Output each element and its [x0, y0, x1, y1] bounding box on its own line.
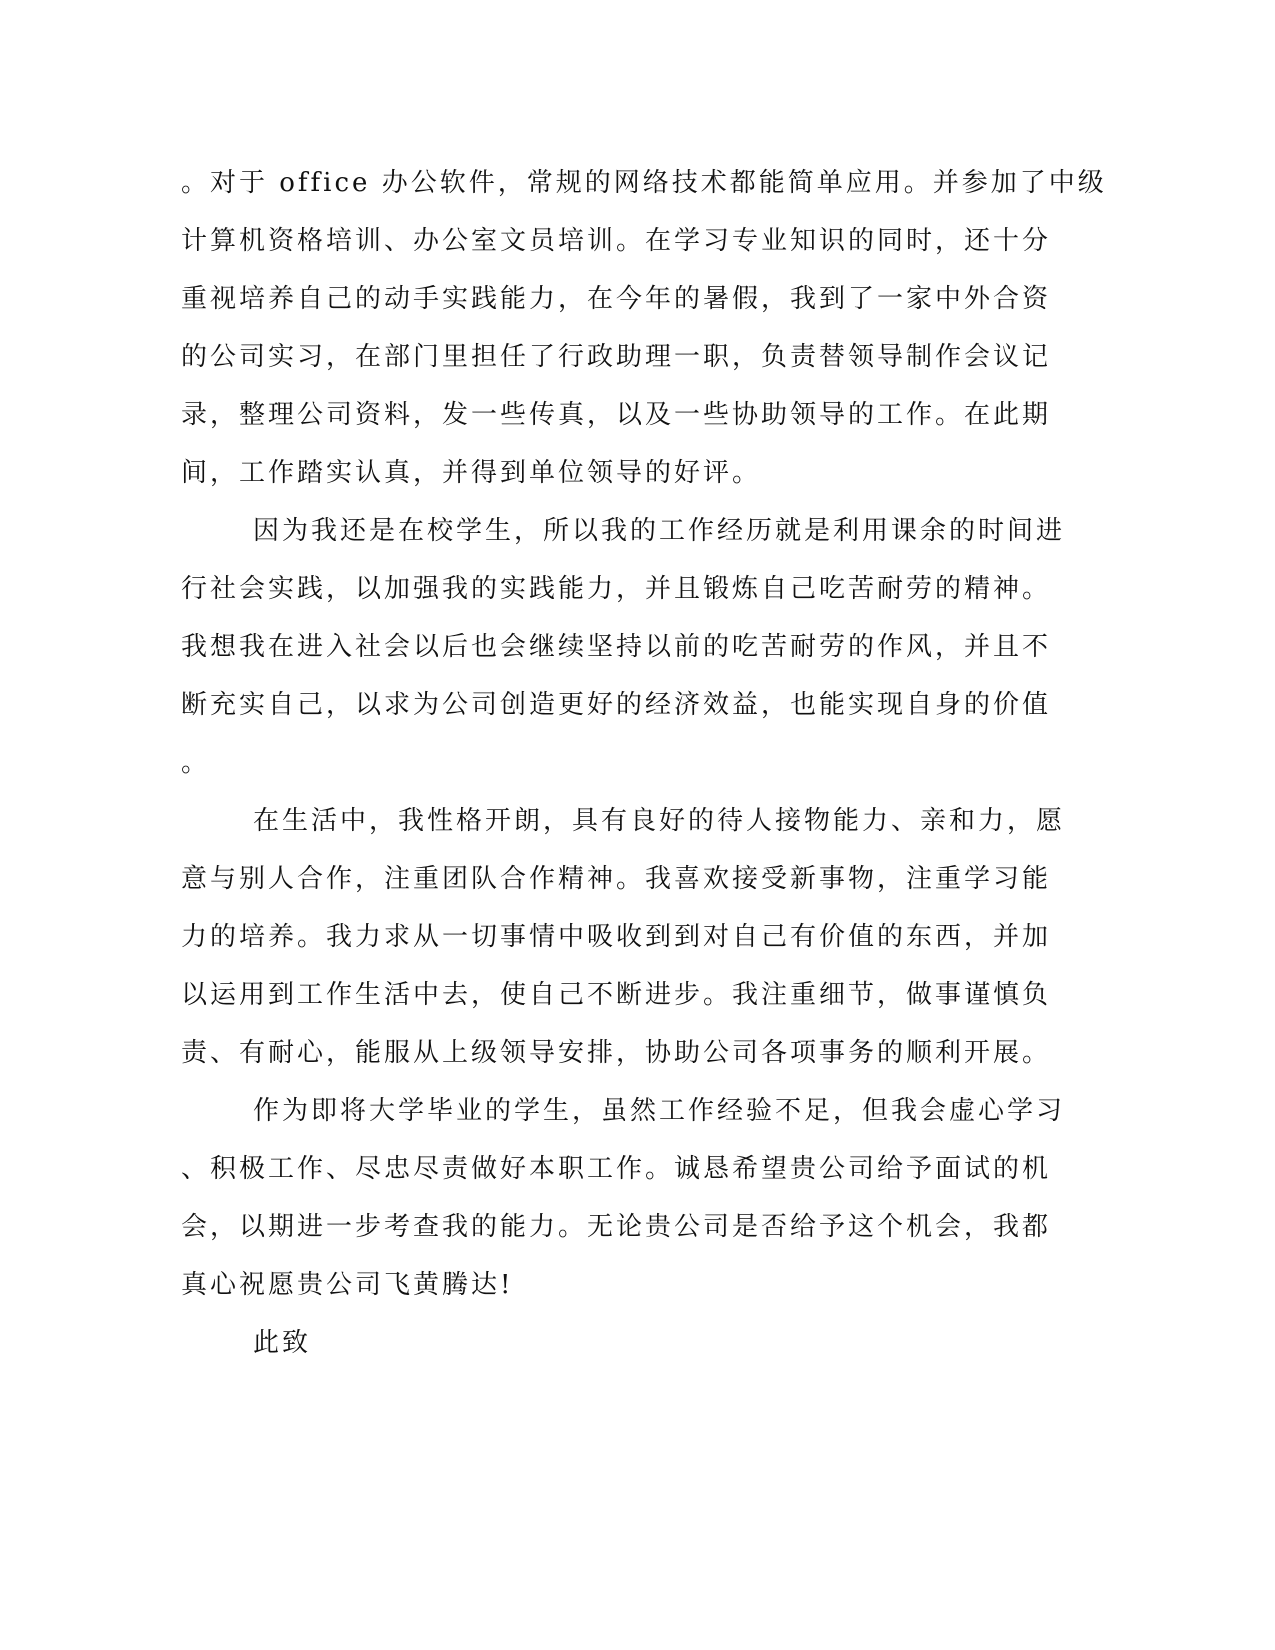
- text-line: 。: [181, 748, 211, 778]
- text-line: 的公司实习，在部门里担任了行政助理一职，负责替领导制作会议记: [181, 342, 1052, 372]
- text-line: 。对于 office 办公软件，常规的网络技术都能简单应用。并参加了中级: [181, 168, 1107, 198]
- paragraph-personality: [181, 792, 1066, 1082]
- text-line: 以运用到工作生活中去，使自己不断进步。我注重细节，做事谨慎负: [181, 980, 1052, 1010]
- text-line: 意与别人合作，注重团队合作精神。我喜欢接受新事物，注重学习能: [181, 864, 1052, 894]
- text-line: 责、有耐心，能服从上级领导安排，协助公司各项事务的顺利开展。: [181, 1038, 1052, 1068]
- paragraph-skills: [181, 154, 1107, 502]
- text-line: 我想我在进入社会以后也会继续坚持以前的吃苦耐劳的作风，并且不: [181, 632, 1052, 662]
- text-line: 在生活中，我性格开朗，具有良好的待人接物能力、亲和力，愿: [253, 806, 1066, 836]
- text-line: 因为我还是在校学生，所以我的工作经历就是利用课余的时间进: [253, 516, 1066, 546]
- paragraph-salutation: [181, 1314, 1041, 1372]
- text-line: 计算机资格培训、办公室文员培训。在学习专业知识的同时，还十分: [181, 226, 1052, 256]
- text-line: 间，工作踏实认真，并得到单位领导的好评。: [181, 458, 762, 488]
- text-line: 作为即将大学毕业的学生，虽然工作经验不足，但我会虚心学习: [253, 1096, 1066, 1126]
- text-line: 行社会实践，以加强我的实践能力，并且锻炼自己吃苦耐劳的精神。: [181, 574, 1052, 604]
- text-line: 录，整理公司资料，发一些传真，以及一些协助领导的工作。在此期: [181, 400, 1052, 430]
- text-line: 重视培养自己的动手实践能力，在今年的暑假，我到了一家中外合资: [181, 284, 1052, 314]
- text-line: 会，以期进一步考查我的能力。无论贵公司是否给予这个机会，我都: [181, 1212, 1052, 1242]
- paragraph-work-experience: [181, 502, 1066, 792]
- text-line: 断充实自己，以求为公司创造更好的经济效益，也能实现自身的价值: [181, 690, 1052, 720]
- salutation-line: 此致: [253, 1328, 312, 1358]
- paragraph-closing: [181, 1082, 1066, 1314]
- text-line: 真心祝愿贵公司飞黄腾达!: [181, 1270, 514, 1300]
- text-line: 、积极工作、尽忠尽责做好本职工作。诚恳希望贵公司给予面试的机: [181, 1154, 1052, 1184]
- text-line: 力的培养。我力求从一切事情中吸收到到对自己有价值的东西，并加: [181, 922, 1052, 952]
- letter-body: [181, 154, 1107, 1372]
